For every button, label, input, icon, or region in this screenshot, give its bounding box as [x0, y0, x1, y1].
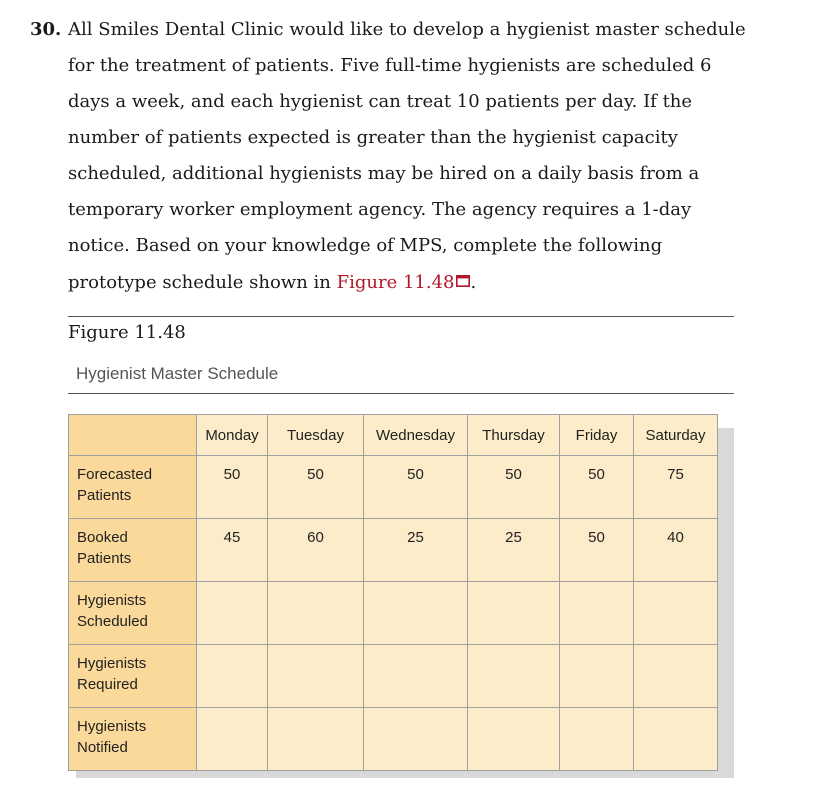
table-cell: [634, 708, 718, 771]
problem-line: for the treatment of patients. Five full-time hygienists are scheduled 6: [68, 55, 712, 76]
row-label-line: Required: [77, 676, 138, 693]
row-label-hygienists-required: [69, 645, 197, 708]
table-cell: [268, 645, 364, 708]
day-header-saturday: Saturday: [634, 415, 718, 456]
external-window-icon[interactable]: [456, 264, 470, 276]
problem-line: scheduled, additional hygienists may be hired on a daily basis from a: [68, 163, 700, 184]
day-header-friday: Friday: [560, 415, 634, 456]
table-cell: [197, 582, 268, 645]
problem-number: 30.: [30, 19, 62, 40]
figure-top-divider: [68, 316, 734, 317]
figure-link[interactable]: Figure 11.48: [336, 272, 455, 293]
row-label-line: Notified: [77, 739, 128, 756]
problem-text: [30, 12, 800, 301]
problem-line-suffix: .: [470, 272, 477, 293]
day-header-tuesday: Tuesday: [268, 415, 364, 456]
table-cell: [364, 708, 468, 771]
table-cell: [468, 645, 560, 708]
figure-label: Figure 11.48: [68, 322, 186, 343]
table-cell: [268, 582, 364, 645]
figure-bottom-divider: [68, 393, 734, 394]
table-cell: [364, 645, 468, 708]
row-label-booked-patients: [69, 519, 197, 582]
problem-line: temporary worker employment agency. The agency requires a 1-day: [68, 199, 692, 220]
figure-caption: Hygienist Master Schedule: [76, 364, 279, 383]
table-cell: 40: [634, 519, 718, 582]
row-label-line: Patients: [77, 550, 132, 567]
row-label-line: Hygienists: [77, 655, 147, 672]
table-row-booked-patients: [69, 519, 718, 582]
table-row-hygienists-scheduled: [69, 582, 718, 645]
table-row-hygienists-required: [69, 645, 718, 708]
table-cell: [634, 645, 718, 708]
row-label-line: Scheduled: [77, 613, 148, 630]
row-label-forecasted-patients: [69, 456, 197, 519]
table-cell: 50: [197, 456, 268, 519]
table-cell: [560, 708, 634, 771]
table-cell: [197, 708, 268, 771]
row-label-hygienists-notified: [69, 708, 197, 771]
table-cell: 50: [468, 456, 560, 519]
table-cell: [560, 582, 634, 645]
table-cell: 25: [364, 519, 468, 582]
schedule-table: [68, 414, 718, 771]
row-label-line: Hygienists: [77, 592, 147, 609]
table-cell: 45: [197, 519, 268, 582]
table-cell: 25: [468, 519, 560, 582]
table-cell: [468, 582, 560, 645]
day-header-monday: Monday: [197, 415, 268, 456]
problem-line-prefix: prototype schedule shown in: [68, 272, 337, 293]
table-cell: [364, 582, 468, 645]
table-row-forecasted-patients: [69, 456, 718, 519]
table-cell: [634, 582, 718, 645]
corner-cell: [69, 415, 197, 456]
row-label-hygienists-scheduled: [69, 582, 197, 645]
table-cell: [268, 708, 364, 771]
table-cell: 60: [268, 519, 364, 582]
problem-line: All Smiles Dental Clinic would like to develop a hygienist master schedule: [68, 19, 746, 40]
row-label-line: Hygienists: [77, 718, 147, 735]
problem-line: days a week, and each hygienist can treat 10 patients per day. If the: [68, 91, 693, 112]
problem-line: notice. Based on your knowledge of MPS, complete the following: [68, 235, 663, 256]
table-cell: [197, 645, 268, 708]
table-cell: [468, 708, 560, 771]
problem-line: number of patients expected is greater than the hygienist capacity: [68, 127, 678, 148]
table-cell: [560, 645, 634, 708]
table-header-row: [69, 415, 718, 456]
row-label-line: Patients: [77, 487, 132, 504]
table-cell: 50: [268, 456, 364, 519]
table-row-hygienists-notified: [69, 708, 718, 771]
row-label-line: Booked: [77, 529, 128, 546]
day-header-wednesday: Wednesday: [364, 415, 468, 456]
row-label-line: Forecasted: [77, 466, 153, 483]
problem-last-line: [68, 264, 800, 301]
day-header-thursday: Thursday: [468, 415, 560, 456]
table-cell: 75: [634, 456, 718, 519]
table-cell: 50: [364, 456, 468, 519]
table-cell: 50: [560, 456, 634, 519]
table-cell: 50: [560, 519, 634, 582]
